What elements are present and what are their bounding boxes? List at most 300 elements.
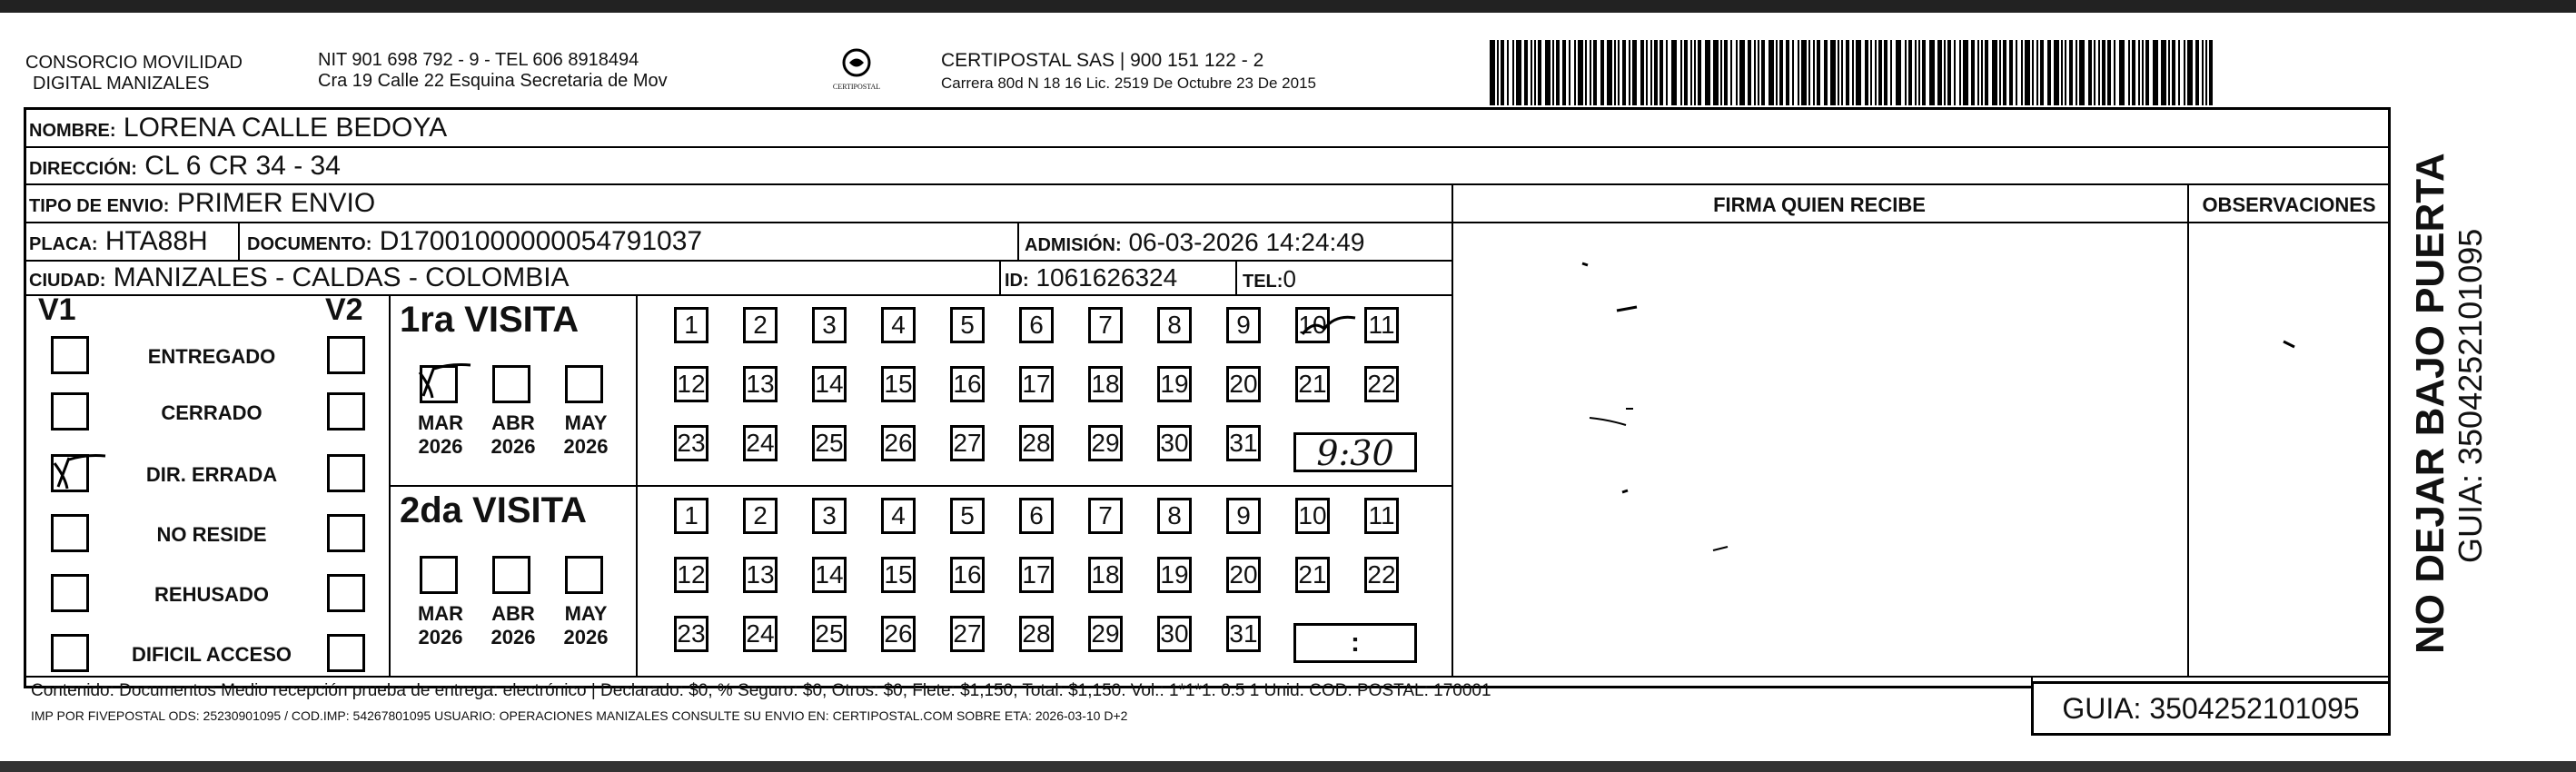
barcode-bar xyxy=(2209,40,2213,105)
id-value: 1061626324 xyxy=(1035,263,1178,292)
barcode-bar xyxy=(1684,40,1688,105)
admision-cell xyxy=(1025,226,1364,262)
barcode-bar xyxy=(1512,40,1514,105)
barcode-bar xyxy=(2088,40,2092,105)
certipostal-logo xyxy=(816,47,897,98)
day-box[interactable]: 30 xyxy=(1157,425,1192,461)
v1-checkbox[interactable] xyxy=(51,514,89,552)
barcode-bar xyxy=(1569,40,1570,105)
barcode-bar xyxy=(2065,40,2066,105)
day-box[interactable]: 14 xyxy=(812,557,847,593)
day-box[interactable]: 6 xyxy=(1019,498,1054,534)
barcode-bar xyxy=(2138,40,2140,105)
day-box[interactable]: 29 xyxy=(1088,616,1123,652)
barcode-bar xyxy=(1769,40,1774,105)
nombre-row xyxy=(29,111,447,148)
barcode-bar xyxy=(1915,40,1917,105)
ciudad-label: CIUDAD: xyxy=(29,271,106,291)
nit-block xyxy=(318,50,668,92)
day-box[interactable]: 9 xyxy=(1226,498,1261,534)
ciudad-value: MANIZALES - CALDAS - COLOMBIA xyxy=(113,262,570,292)
admision-label: ADMISIÓN: xyxy=(1025,235,1122,255)
barcode-bar xyxy=(1720,40,1722,105)
barcode-bar xyxy=(1838,40,1839,105)
barcode-bar xyxy=(1841,40,1843,105)
day-box[interactable]: 26 xyxy=(881,616,916,652)
day-box[interactable]: 3 xyxy=(812,498,847,534)
barcode-bar xyxy=(1776,40,1778,105)
barcode-bar xyxy=(1875,40,1877,105)
status-label: ENTREGADO xyxy=(147,345,276,368)
barcode-bar xyxy=(1574,40,1576,105)
barcode-bar xyxy=(1908,40,1912,105)
month-label: MAR xyxy=(417,411,464,434)
barcode-bar xyxy=(1650,40,1652,105)
visit2-time: : xyxy=(1351,628,1360,658)
day-box[interactable]: 26 xyxy=(881,425,916,461)
v1-label: V1 xyxy=(38,292,76,327)
barcode-bar xyxy=(1698,40,1701,105)
year-label: 2026 xyxy=(563,435,609,458)
barcode-bar xyxy=(1578,40,1583,105)
barcode-bar xyxy=(2098,40,2100,105)
year-label: 2026 xyxy=(563,626,609,648)
footer-guia: GUIA: 3504252101095 xyxy=(2062,692,2360,725)
barcode-bar xyxy=(1918,40,1920,105)
month-label: MAR xyxy=(417,602,464,625)
barcode-bar xyxy=(2132,40,2135,105)
barcode-bar xyxy=(1562,40,1566,105)
barcode-bar xyxy=(1761,40,1765,105)
month-checkbox[interactable] xyxy=(492,365,530,403)
barcode-bar xyxy=(1507,40,1509,105)
tipo-label: TIPO DE ENVIO: xyxy=(29,196,170,216)
barcode-bar xyxy=(2094,40,2095,105)
barcode-bar xyxy=(1977,40,1979,105)
id-label: ID: xyxy=(1005,271,1029,291)
barcode-bar xyxy=(1813,40,1815,105)
admision-value: 06-03-2026 14:24:49 xyxy=(1128,228,1365,256)
tel-value: 0 xyxy=(1283,265,1296,292)
v2-label: V2 xyxy=(325,292,363,327)
month-label: ABR xyxy=(491,411,535,434)
barcode-bar xyxy=(1629,40,1630,105)
barcode-bar xyxy=(2161,40,2166,105)
day-box[interactable]: 2 xyxy=(743,307,778,343)
barcode-bar xyxy=(2195,40,2199,105)
scan-edge-bottom xyxy=(0,761,2576,772)
documento-value: D17001000000054791037 xyxy=(379,226,703,256)
barcode-bar xyxy=(1959,40,1961,105)
barcode-bar xyxy=(1632,40,1638,105)
day-box[interactable]: 4 xyxy=(881,307,916,343)
barcode-bar xyxy=(2153,40,2158,105)
status-label: REHUSADO xyxy=(154,583,269,606)
barcode-bar xyxy=(1992,40,1997,105)
year-label: 2026 xyxy=(418,435,463,458)
footer-guia-box xyxy=(2031,681,2391,736)
address-line: Cra 19 Calle 22 Esquina Secretaria de Mov xyxy=(318,71,668,91)
day-box[interactable]: 5 xyxy=(950,498,985,534)
barcode-bar xyxy=(1896,40,1901,105)
barcode-bar xyxy=(1786,40,1789,105)
day-box[interactable]: 16 xyxy=(950,557,985,593)
admision-divider xyxy=(1017,222,1019,260)
month-label: MAY xyxy=(564,602,608,625)
barcode-bar xyxy=(1531,40,1532,105)
day-box[interactable]: 24 xyxy=(743,616,778,652)
month-label: ABR xyxy=(491,602,535,625)
day-box[interactable]: 7 xyxy=(1088,307,1123,343)
v1-check-mark xyxy=(49,450,122,496)
v2-checkbox[interactable] xyxy=(327,454,365,492)
nombre-label: NOMBRE: xyxy=(29,121,116,141)
barcode-bar xyxy=(2187,40,2193,105)
day-box[interactable]: 18 xyxy=(1088,366,1123,402)
barcode-bar xyxy=(1824,40,1828,105)
obs-mark xyxy=(2280,336,2307,354)
status-label: NO RESIDE xyxy=(156,523,267,546)
company-line1: CONSORCIO MOVILIDAD xyxy=(25,53,243,73)
company-block xyxy=(25,53,243,94)
courier-line2: Carrera 80d N 18 16 Lic. 2519 De Octubre 23 De 2015 xyxy=(941,74,1316,92)
month-divider xyxy=(636,294,638,676)
barcode-bar xyxy=(2021,40,2023,105)
barcode-bar xyxy=(1524,40,1528,105)
barcode-bar xyxy=(1593,40,1597,105)
day-box[interactable]: 15 xyxy=(881,366,916,402)
day-box[interactable]: 28 xyxy=(1019,616,1054,652)
day-box[interactable]: 23 xyxy=(674,616,708,652)
month-checkbox[interactable] xyxy=(492,556,530,594)
day-box[interactable]: 21 xyxy=(1295,366,1330,402)
visit1-time-box[interactable] xyxy=(1293,432,1417,472)
id-divider xyxy=(999,260,1001,294)
barcode-bar xyxy=(2107,40,2111,105)
logo-text: CERTIPOSTAL xyxy=(832,83,881,91)
barcode-bar xyxy=(2032,40,2034,105)
status-label: CERRADO xyxy=(161,401,263,424)
barcode-bar xyxy=(1865,40,1868,105)
day-box[interactable]: 11 xyxy=(1364,307,1399,343)
day-box[interactable]: 16 xyxy=(950,366,985,402)
day-box[interactable]: 18 xyxy=(1088,557,1123,593)
barcode-bar xyxy=(2054,40,2059,105)
barcode-bar xyxy=(2145,40,2149,105)
side-line2: GUIA: 3504252101095 xyxy=(2452,228,2489,563)
footer-line1: Contenido: Documentos Medio recepción prueba de entrega: electrónico | Declarado: $0, % Seguro: $0, Otros: $0, Flete: $1,150, Total: $1,150. Vol.: 1*1*1. 0.5 1 Unid. COD. POSTAL: 170001 xyxy=(31,681,1491,700)
placa-label: PLACA: xyxy=(29,234,98,254)
barcode-bar xyxy=(1622,40,1626,105)
barcode-bar xyxy=(1870,40,1872,105)
barcode-bar xyxy=(2009,40,2013,105)
barcode-bar xyxy=(1705,40,1710,105)
barcode-bar xyxy=(1798,40,1799,105)
day-box[interactable]: 22 xyxy=(1364,557,1399,593)
day-check-mark xyxy=(1299,311,1362,347)
barcode-bar xyxy=(1724,40,1728,105)
barcode-bar xyxy=(1614,40,1616,105)
barcode-bar xyxy=(2076,40,2077,105)
day-box[interactable]: 22 xyxy=(1364,366,1399,402)
barcode-bar xyxy=(1666,40,1668,105)
observaciones-label: OBSERVACIONES xyxy=(2202,193,2376,216)
year-label: 2026 xyxy=(490,435,536,458)
day-box[interactable]: 8 xyxy=(1157,498,1192,534)
barcode-bar xyxy=(1884,40,1887,105)
logo-icon xyxy=(841,47,872,78)
scan-edge-top xyxy=(0,0,2576,13)
day-box[interactable]: 23 xyxy=(674,425,708,461)
barcode-bar xyxy=(1905,40,1907,105)
barcode-bar xyxy=(1654,40,1658,105)
barcode-bar xyxy=(2184,40,2185,105)
footer-line2: IMP POR FIVEPOSTAL ODS: 25230901095 / COD.IMP: 54267801095 USUARIO: OPERACIONES MANIZALES CONSULTE SU ENVIO EN: CERTIPOSTAL.COM SOBRE ETA: 2026-03-10 D+2 xyxy=(31,708,1128,723)
barcode-bar xyxy=(2178,40,2180,105)
barcode-bar xyxy=(1590,40,1591,105)
tel-label: TEL: xyxy=(1243,272,1283,292)
barcode-bar xyxy=(2047,40,2051,105)
barcode-bar xyxy=(2016,40,2017,105)
nit-line: NIT 901 698 792 - 9 - TEL 606 8918494 xyxy=(318,50,639,70)
barcode-bar xyxy=(1971,40,1975,105)
visit-divider xyxy=(389,485,1451,487)
month-label: MAY xyxy=(564,411,608,434)
barcode-bar xyxy=(1947,40,1951,105)
tipo-row xyxy=(29,186,375,223)
barcode-bar xyxy=(1556,40,1560,105)
barcode-bar xyxy=(1922,40,1926,105)
day-box[interactable]: 12 xyxy=(674,557,708,593)
side-text-block xyxy=(2409,91,2489,654)
barcode-bar xyxy=(1600,40,1604,105)
barcode-bar xyxy=(2128,40,2130,105)
barcode-bar xyxy=(1779,40,1783,105)
barcode-bar xyxy=(2036,40,2038,105)
day-box[interactable]: 1 xyxy=(674,498,708,534)
barcode-bar xyxy=(1545,40,1551,105)
v1-checkbox[interactable] xyxy=(51,634,89,672)
barcode-bar xyxy=(1929,40,1935,105)
footer-top-line xyxy=(25,676,2391,678)
row-line xyxy=(25,183,2391,185)
barcode-bar xyxy=(1981,40,1983,105)
barcode-bar xyxy=(2069,40,2073,105)
tel-divider xyxy=(1235,260,1237,294)
barcode-bar xyxy=(1694,40,1696,105)
barcode-bar xyxy=(1878,40,1882,105)
barcode-bar xyxy=(2119,40,2125,105)
day-box[interactable]: 9 xyxy=(1226,307,1261,343)
month-checkbox[interactable] xyxy=(565,365,603,403)
day-box[interactable]: 13 xyxy=(743,557,778,593)
visit1-title: 1ra VISITA xyxy=(400,300,580,340)
ciudad-row xyxy=(29,262,570,297)
barcode-bar xyxy=(2205,40,2207,105)
barcode-bar xyxy=(1792,40,1794,105)
barcode-bar xyxy=(1538,40,1541,105)
day-box[interactable]: 19 xyxy=(1157,366,1192,402)
v2-checkbox[interactable] xyxy=(327,392,365,431)
v2-checkbox[interactable] xyxy=(327,336,365,374)
barcode-bar xyxy=(1830,40,1836,105)
day-box[interactable]: 2 xyxy=(743,498,778,534)
barcode-bar xyxy=(1585,40,1587,105)
barcode-bar xyxy=(1944,40,1946,105)
status-label: DIFICIL ACCESO xyxy=(131,643,292,666)
barcode-bar xyxy=(1758,40,1759,105)
day-box[interactable]: 12 xyxy=(674,366,708,402)
courier-line1: CERTIPOSTAL SAS | 900 151 122 - 2 xyxy=(941,50,1264,71)
barcode-bar xyxy=(1999,40,2001,105)
day-box[interactable]: 7 xyxy=(1088,498,1123,534)
signature-area[interactable] xyxy=(1453,223,2185,674)
barcode-bar xyxy=(1736,40,1738,105)
month-checkbox[interactable] xyxy=(565,556,603,594)
barcode-bar xyxy=(1856,40,1861,105)
barcode-bar xyxy=(1490,40,1495,105)
v2-checkbox[interactable] xyxy=(327,514,365,552)
day-box[interactable]: 30 xyxy=(1157,616,1192,652)
day-box[interactable]: 15 xyxy=(881,557,916,593)
barcode-bar xyxy=(1646,40,1648,105)
barcode-bar xyxy=(1730,40,1732,105)
v1-checkbox[interactable] xyxy=(51,336,89,374)
month-check-mark xyxy=(414,360,487,405)
barcode-bar xyxy=(1607,40,1612,105)
signature-marks xyxy=(1580,254,1762,563)
barcode-bar xyxy=(2079,40,2085,105)
tipo-value: PRIMER ENVIO xyxy=(176,188,376,218)
day-box[interactable]: 21 xyxy=(1295,557,1330,593)
barcode-bar xyxy=(1985,40,1988,105)
status-label: DIR. ERRADA xyxy=(145,463,278,486)
barcode-bar xyxy=(1680,40,1682,105)
day-box[interactable]: 20 xyxy=(1226,557,1261,593)
barcode-bar xyxy=(1671,40,1677,105)
barcode-bar xyxy=(1660,40,1663,105)
id-cell xyxy=(1005,262,1177,297)
day-box[interactable]: 31 xyxy=(1226,616,1261,652)
v1-checkbox[interactable] xyxy=(51,392,89,431)
barcode-bar xyxy=(2025,40,2030,105)
day-box[interactable]: 25 xyxy=(812,425,847,461)
barcode-bar xyxy=(1713,40,1719,105)
nombre-value: LORENA CALLE BEDOYA xyxy=(123,113,448,143)
courier-block xyxy=(941,50,1316,93)
documento-label: DOCUMENTO: xyxy=(247,234,372,254)
status-divider xyxy=(389,294,391,676)
visit1-time: 9:30 xyxy=(1316,433,1394,473)
barcode-bar xyxy=(1890,40,1892,105)
barcode-bar xyxy=(1954,40,1956,105)
day-box[interactable]: 13 xyxy=(743,366,778,402)
day-box[interactable]: 19 xyxy=(1157,557,1192,593)
day-box[interactable]: 17 xyxy=(1019,557,1054,593)
placa-value: HTA88H xyxy=(104,226,208,256)
day-box[interactable]: 5 xyxy=(950,307,985,343)
barcode-bar xyxy=(2061,40,2063,105)
direccion-row xyxy=(29,149,341,186)
barcode-bar xyxy=(1748,40,1751,105)
barcode xyxy=(1490,40,2216,105)
barcode-bar xyxy=(1501,40,1504,105)
barcode-bar xyxy=(1817,40,1820,105)
barcode-bar xyxy=(2114,40,2115,105)
side-line1: NO DEJAR BAJO PUERTA xyxy=(2408,153,2452,654)
barcode-bar xyxy=(1618,40,1620,105)
company-line2: DIGITAL MANIZALES xyxy=(33,74,210,94)
day-box[interactable]: 10 xyxy=(1295,498,1330,534)
placa-row xyxy=(29,224,208,262)
barcode-bar xyxy=(1640,40,1644,105)
barcode-bar xyxy=(2202,40,2204,105)
barcode-bar xyxy=(2172,40,2175,105)
documento-cell xyxy=(247,224,702,262)
observaciones-area[interactable] xyxy=(2189,223,2389,674)
barcode-bar xyxy=(1754,40,1756,105)
v2-checkbox[interactable] xyxy=(327,574,365,612)
year-label: 2026 xyxy=(418,626,463,648)
firma-label: FIRMA QUIEN RECIBE xyxy=(1713,193,1926,216)
day-box[interactable]: 6 xyxy=(1019,307,1054,343)
barcode-bar xyxy=(1552,40,1554,105)
day-box[interactable]: 29 xyxy=(1088,425,1123,461)
day-box[interactable]: 4 xyxy=(881,498,916,534)
barcode-bar xyxy=(1801,40,1807,105)
v1-checkbox[interactable] xyxy=(51,574,89,612)
barcode-bar xyxy=(1516,40,1521,105)
barcode-bar xyxy=(1739,40,1745,105)
direccion-label: DIRECCIÓN: xyxy=(29,159,137,179)
barcode-bar xyxy=(1852,40,1854,105)
day-box[interactable]: 20 xyxy=(1226,366,1261,402)
barcode-bar xyxy=(2003,40,2006,105)
barcode-bar xyxy=(1846,40,1849,105)
day-box[interactable]: 3 xyxy=(812,307,847,343)
barcode-bar xyxy=(2142,40,2144,105)
month-checkbox[interactable] xyxy=(420,556,458,594)
day-box[interactable]: 14 xyxy=(812,366,847,402)
barcode-bar xyxy=(2168,40,2170,105)
day-box[interactable]: 27 xyxy=(950,616,985,652)
direccion-value: CL 6 CR 34 - 34 xyxy=(144,151,341,181)
day-box[interactable]: 1 xyxy=(674,307,708,343)
placa-divider xyxy=(238,222,240,260)
v2-checkbox[interactable] xyxy=(327,634,365,672)
barcode-bar xyxy=(1963,40,1968,105)
barcode-bar xyxy=(1497,40,1499,105)
day-box[interactable]: 25 xyxy=(812,616,847,652)
day-box[interactable]: 17 xyxy=(1019,366,1054,402)
barcode-bar xyxy=(2040,40,2044,105)
day-box[interactable]: 31 xyxy=(1226,425,1261,461)
visit2-title: 2da VISITA xyxy=(400,490,587,530)
day-box[interactable]: 24 xyxy=(743,425,778,461)
day-box[interactable]: 27 xyxy=(950,425,985,461)
day-box[interactable]: 8 xyxy=(1157,307,1192,343)
barcode-bar xyxy=(2102,40,2105,105)
barcode-bar xyxy=(1937,40,1943,105)
day-box[interactable]: 28 xyxy=(1019,425,1054,461)
tel-cell xyxy=(1243,263,1296,297)
barcode-bar xyxy=(1808,40,1810,105)
day-box[interactable]: 11 xyxy=(1364,498,1399,534)
year-label: 2026 xyxy=(490,626,536,648)
day-box[interactable]: 10 xyxy=(1295,307,1330,343)
barcode-bar xyxy=(1534,40,1536,105)
visit2-time-box[interactable] xyxy=(1293,623,1417,663)
